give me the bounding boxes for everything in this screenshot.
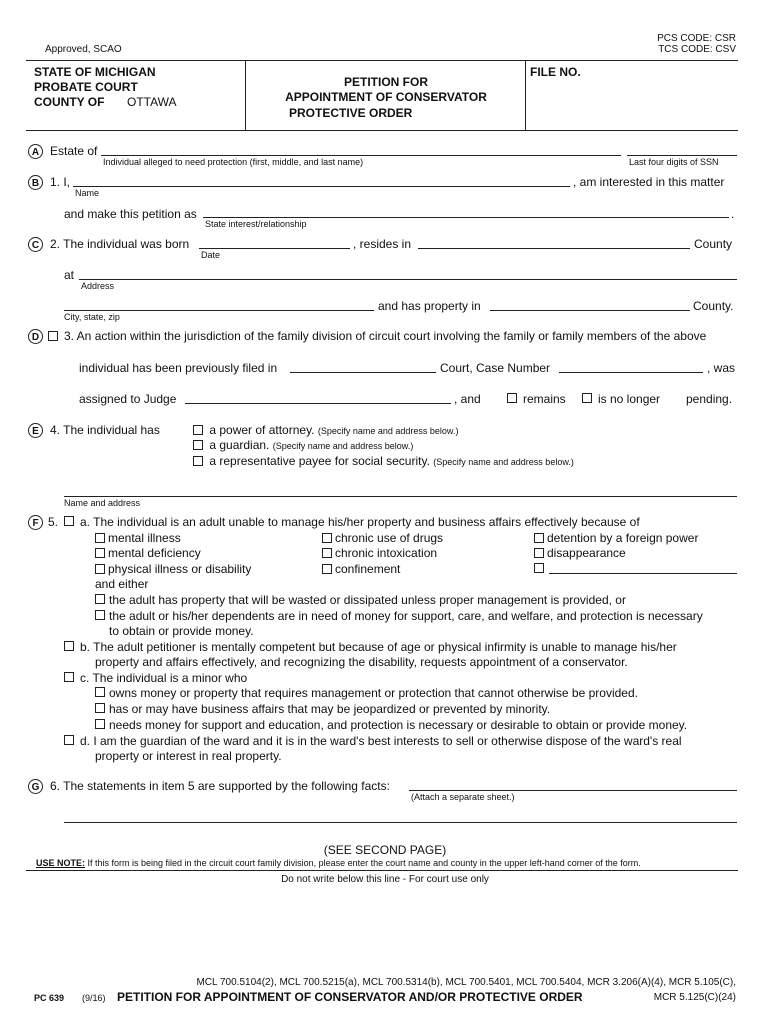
item2-property: and has property in: [378, 299, 481, 313]
other-reason-checkbox[interactable]: [534, 563, 544, 573]
detention-checkbox[interactable]: [534, 533, 544, 543]
reason-confinement: [322, 562, 400, 576]
confinement-checkbox[interactable]: [322, 564, 332, 574]
reason-chronic-drugs: [322, 531, 443, 545]
item6-text: 6. The statements in item 5 are supported by the following facts:: [50, 779, 390, 793]
minor-business-text: has or may have business affairs that may be jeopardized or prevented by minority.: [109, 702, 551, 716]
approved-label: Approved, SCAO: [45, 44, 122, 55]
item5-number: 5.: [48, 515, 59, 529]
form-footer-title: PETITION FOR APPOINTMENT OF CONSERVATOR AND/OR PROTECTIVE ORDER: [117, 990, 583, 1004]
ssn-hint: Last four digits of SSN: [629, 157, 719, 167]
title-line-2: APPOINTMENT OF CONSERVATOR: [285, 90, 487, 104]
marker-c: C: [28, 237, 43, 252]
facts-line-2[interactable]: [64, 822, 737, 823]
marker-d: D: [28, 329, 43, 344]
item2-born: 2. The individual was born: [50, 237, 190, 251]
marker-f: F: [28, 515, 43, 530]
item5a-checkbox[interactable]: [64, 516, 74, 526]
reason-physical-illness: [95, 562, 251, 576]
marker-a: A: [28, 144, 43, 159]
city-state-zip-hint: City, state, zip: [64, 312, 120, 322]
chronic-intoxication-label: chronic intoxication: [335, 546, 438, 560]
estate-name-line[interactable]: [101, 155, 621, 156]
form-revision: (9/16): [82, 993, 106, 1003]
city-state-zip-line[interactable]: [64, 310, 374, 311]
item5d-text-1: d. I am the guardian of the ward and it is in the ward's best interests to sell or otherwise dispose of the ward's real: [80, 734, 682, 748]
minor-needs-checkbox[interactable]: [95, 719, 105, 729]
mcl-references-2: MCR 5.125(C)(24): [653, 992, 736, 1003]
state-label: STATE OF MICHIGAN: [34, 65, 156, 79]
detention-label: detention by a foreign power: [547, 531, 699, 545]
chronic-intoxication-checkbox[interactable]: [322, 548, 332, 558]
see-second-page: (SEE SECOND PAGE): [323, 843, 447, 857]
use-note-text: If this form is being filed in the circuit court family division, please enter the court name and county in the upper left-hand corner of the form.: [85, 858, 641, 868]
either-2-text-b: to obtain or provide money.: [109, 624, 254, 638]
name-address-line[interactable]: [64, 496, 737, 497]
header-divider-1: [245, 61, 246, 130]
item5d-checkbox[interactable]: [64, 735, 74, 745]
item4-option-2: [193, 438, 413, 452]
mental-deficiency-label: mental deficiency: [108, 546, 201, 560]
chronic-drugs-label: chronic use of drugs: [335, 531, 444, 545]
disappearance-label: disappearance: [547, 546, 626, 560]
birth-date-hint: Date: [201, 250, 221, 260]
mental-illness-checkbox[interactable]: [95, 533, 105, 543]
tcs-code: TCS CODE: CSV: [658, 44, 736, 55]
representative-payee-checkbox[interactable]: [193, 456, 203, 466]
petitioner-name-hint: Name: [75, 188, 100, 198]
name-address-hint: Name and address: [64, 498, 141, 508]
item5c-checkbox[interactable]: [64, 672, 74, 682]
interest-line[interactable]: [203, 217, 729, 218]
no-longer-label: is no longer: [598, 392, 661, 406]
power-of-attorney-checkbox[interactable]: [193, 425, 203, 435]
remains-label: remains: [523, 392, 566, 406]
estate-name-hint: Individual alleged to need protection (first, middle, and last name): [103, 157, 364, 167]
minor-business-checkbox[interactable]: [95, 703, 105, 713]
file-no-label: FILE NO.: [530, 65, 581, 79]
court-use-rule: [26, 870, 738, 871]
court-name-line[interactable]: [290, 372, 436, 373]
item3-line-2b: Court, Case Number: [440, 361, 551, 375]
marker-e: E: [28, 423, 43, 438]
reason-disappearance: [534, 546, 626, 560]
either-1-checkbox[interactable]: [95, 594, 105, 604]
guardian-checkbox[interactable]: [193, 440, 203, 450]
item3-checkbox[interactable]: [48, 331, 58, 341]
item5c-text: c. The individual is a minor who: [80, 671, 248, 685]
pending-label: pending.: [686, 392, 733, 406]
pcs-code: PCS CODE: CSR: [657, 33, 736, 44]
judge-line[interactable]: [185, 403, 451, 404]
court-label: PROBATE COURT: [34, 80, 138, 94]
petitioner-name-line[interactable]: [73, 186, 570, 187]
header-top-rule: [26, 60, 738, 61]
county-value[interactable]: OTTAWA: [127, 95, 177, 109]
item1-make-petition: and make this petition as: [64, 207, 197, 221]
address-line[interactable]: [79, 279, 737, 280]
item5d-text-2: property or interest in real property.: [95, 749, 282, 763]
use-note-label: USE NOTE:: [36, 858, 86, 868]
physical-illness-label: physical illness or disability: [108, 562, 252, 576]
item2-resides: , resides in: [353, 237, 412, 251]
title-line-3: PROTECTIVE ORDER: [289, 106, 413, 120]
reason-mental-illness: [95, 531, 181, 545]
representative-payee-label: a representative payee for social security.: [209, 454, 430, 468]
residence-county-line[interactable]: [418, 248, 690, 249]
physical-illness-checkbox[interactable]: [95, 564, 105, 574]
other-reason-line[interactable]: [549, 573, 737, 574]
chronic-drugs-checkbox[interactable]: [322, 533, 332, 543]
item1-tail: , am interested in this matter: [573, 175, 725, 189]
either-2-text-a: the adult or his/her dependents are in need of money for support, care, and welfare, and protection is necessary: [109, 609, 703, 623]
item3-line-3b: , and: [454, 392, 481, 406]
and-either-label: and either: [95, 577, 149, 591]
item2-county-2: County.: [693, 299, 734, 313]
reason-detention: [534, 531, 698, 545]
guardian-label: a guardian.: [209, 438, 270, 452]
reason-mental-deficiency: [95, 546, 201, 560]
mcl-references-1: MCL 700.5104(2), MCL 700.5215(a), MCL 700.5314(b), MCL 700.5401, MCL 700.5404, MCR 3.206(A)(4), MCR 5.105(C),: [196, 977, 736, 988]
guardian-note: (Specify name and address below.): [272, 441, 414, 451]
estate-label: Estate of: [50, 144, 98, 158]
item3-line-1: 3. An action within the jurisdiction of the family division of circuit court involving the family or family members of the above: [64, 329, 707, 343]
either-1-text: the adult has property that will be wasted or dissipated unless proper management is provided, or: [109, 593, 626, 607]
remains-checkbox[interactable]: [507, 393, 517, 403]
mental-illness-label: mental illness: [108, 531, 181, 545]
marker-b: B: [28, 175, 43, 190]
no-longer-checkbox[interactable]: [582, 393, 592, 403]
court-use-only: Do not write below this line - For court use only: [281, 874, 489, 885]
title-line-1: PETITION FOR: [344, 75, 428, 89]
item3-line-2c: , was: [707, 361, 736, 375]
interest-hint: State interest/relationship: [205, 219, 307, 229]
item5a-text: a. The individual is an adult unable to manage his/her property and business affairs effectively because of: [80, 515, 640, 529]
minor-needs-text: needs money for support and education, and protection is necessary or desirable to obtain or provide money.: [109, 718, 688, 732]
item1-period: .: [731, 207, 735, 221]
county-label: COUNTY OF: [34, 95, 105, 109]
minor-owns-checkbox[interactable]: [95, 687, 105, 697]
representative-payee-note: (Specify name and address below.): [433, 457, 574, 467]
use-note: [36, 858, 641, 868]
reason-chronic-intoxication: [322, 546, 437, 560]
item5b-text-1: b. The adult petitioner is mentally competent but because of age or physical infirmity is unable to manage his/her: [80, 640, 677, 654]
birth-date-line[interactable]: [199, 248, 350, 249]
item2-county: County: [694, 237, 733, 251]
property-county-line[interactable]: [490, 310, 690, 311]
item5b-checkbox[interactable]: [64, 641, 74, 651]
header-bottom-rule: [26, 130, 738, 131]
facts-hint: (Attach a separate sheet.): [411, 792, 515, 802]
facts-line-1[interactable]: [409, 790, 737, 791]
disappearance-checkbox[interactable]: [534, 548, 544, 558]
item3-line-2a: individual has been previously filed in: [79, 361, 278, 375]
confinement-label: confinement: [335, 562, 401, 576]
item2-at: at: [64, 268, 75, 282]
form-number: PC 639: [34, 993, 65, 1003]
case-number-line[interactable]: [559, 372, 703, 373]
either-2-checkbox[interactable]: [95, 610, 105, 620]
item4-text: 4. The individual has: [50, 423, 160, 437]
address-hint: Address: [81, 281, 115, 291]
item3-line-3a: assigned to Judge: [79, 392, 177, 406]
item1-number: 1. I,: [50, 175, 71, 189]
power-of-attorney-note: (Specify name and address below.): [317, 426, 459, 436]
power-of-attorney-label: a power of attorney.: [209, 423, 315, 437]
item5b-text-2: property and affairs effectively, and recognizing the disability, requests appointment of a conservator.: [95, 655, 628, 669]
ssn-line[interactable]: [627, 155, 737, 156]
header-divider-2: [525, 61, 526, 130]
item4-option-1: [193, 423, 458, 437]
minor-owns-text: owns money or property that requires management or protection that cannot otherwise be provided.: [109, 686, 638, 700]
item4-option-3: [193, 454, 574, 468]
mental-deficiency-checkbox[interactable]: [95, 548, 105, 558]
marker-g: G: [28, 779, 43, 794]
